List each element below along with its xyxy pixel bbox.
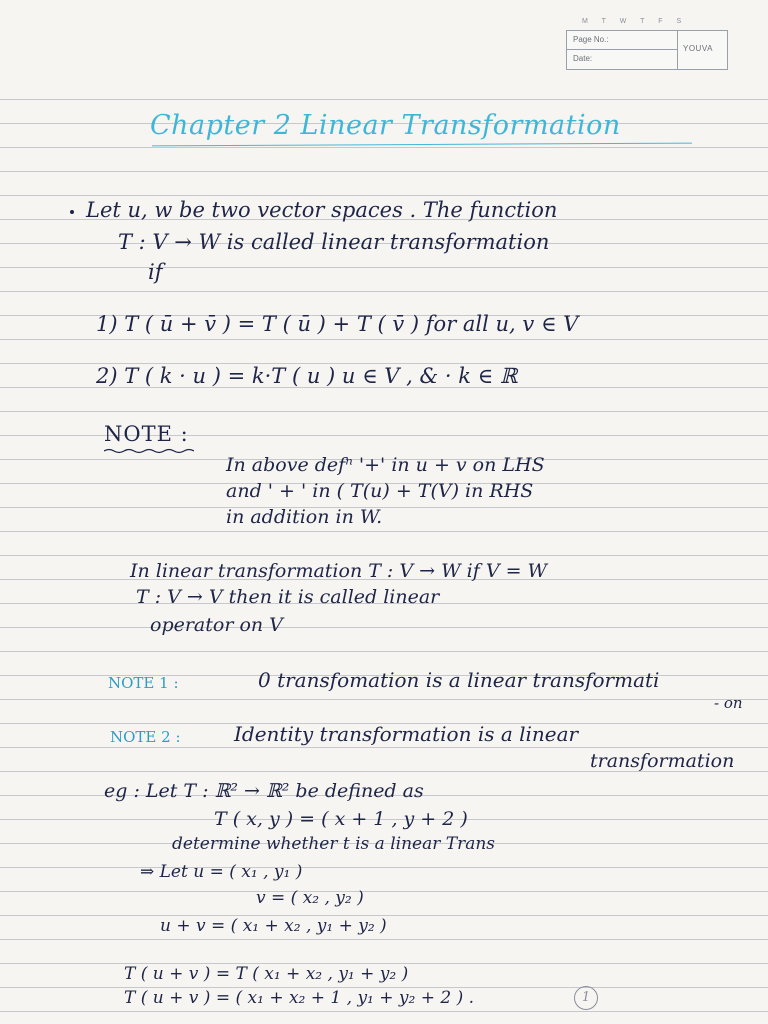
example-line-5: v = ( x₂ , y₂ ) xyxy=(256,888,364,908)
brand-logo: YOUVA xyxy=(683,44,713,53)
condition-2: 2) T ( k · u ) = k·T ( u ) u ∈ V , & · k ∈ ℝ xyxy=(96,364,518,388)
note-2-continuation: transformation xyxy=(590,750,735,772)
operator-line-2: T : V → V then it is called linear xyxy=(136,586,440,608)
definition-line-1: Let u, w be two vector spaces . The function xyxy=(86,198,558,222)
note-2-text: Identity transformation is a linear xyxy=(234,722,579,746)
page-no-label: Page No.: xyxy=(573,35,609,44)
note-2-label: NOTE 2 : xyxy=(110,728,181,746)
operator-line-3: operator on V xyxy=(150,614,283,636)
example-line-1: eg : Let T : ℝ² → ℝ² be defined as xyxy=(104,780,424,802)
bullet-dot xyxy=(70,210,74,214)
note-1-continuation: - on xyxy=(714,694,743,712)
example-line-6: u + v = ( x₁ + x₂ , y₁ + y₂ ) xyxy=(160,916,387,936)
weekday-row: M T W T F S xyxy=(582,18,682,25)
example-line-3: determine whether t is a linear Trans xyxy=(172,834,496,854)
page-title: Chapter 2 Linear Transformation xyxy=(150,110,621,141)
circled-number: 1 xyxy=(574,986,598,1010)
example-line-2: T ( x, y ) = ( x + 1 , y + 2 ) xyxy=(214,808,468,830)
example-line-8: T ( u + v ) = ( x₁ + x₂ + 1 , y₁ + y₂ + 2 ) . xyxy=(124,988,475,1008)
definition-line-2: T : V → W is called linear transformation xyxy=(118,230,550,254)
example-line-7: T ( u + v ) = T ( x₁ + x₂ , y₁ + y₂ ) xyxy=(124,964,409,984)
operator-line-1: In linear transformation T : V → W if V = W xyxy=(130,560,548,582)
page-header-box xyxy=(566,30,728,70)
note-1-label: NOTE 1 : xyxy=(108,674,179,692)
condition-1: 1) T ( ū + v̄ ) = T ( ū ) + T ( v̄ ) for all u, v ∈ V xyxy=(96,312,579,336)
note-line-3: in addition in W. xyxy=(226,506,383,528)
definition-line-3: if xyxy=(148,260,163,284)
note-line-1: In above defⁿ '+' in u + v on LHS xyxy=(226,454,545,476)
note-wavy-underline xyxy=(104,448,194,454)
note-1-text: 0 transfomation is a linear transformati xyxy=(258,668,660,692)
note-line-2: and ' + ' in ( T(u) + T(V) in RHS xyxy=(226,480,534,502)
example-line-4: ⇒ Let u = ( x₁ , y₁ ) xyxy=(140,862,303,882)
date-label: Date: xyxy=(573,54,593,63)
note-heading: NOTE : xyxy=(104,422,189,446)
